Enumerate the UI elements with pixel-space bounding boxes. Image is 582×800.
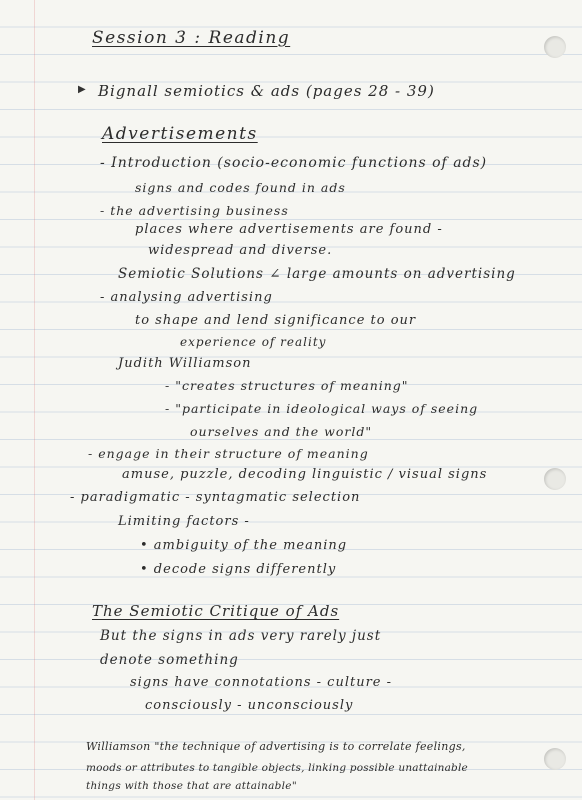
note-line: places where advertisements are found - xyxy=(135,222,443,237)
note-line: signs and codes found in ads xyxy=(135,180,346,195)
note-line: - Introduction (socio-economic functions of ads) xyxy=(100,155,488,171)
note-line: Semiotic Solutions ∠ large amounts on advertising xyxy=(118,266,516,282)
note-line: - "creates structures of meaning" xyxy=(165,378,409,393)
note-line: experience of reality xyxy=(180,335,327,349)
note-line: things with those that are attainable" xyxy=(86,780,297,792)
note-line: • ambiguity of the meaning xyxy=(140,538,348,553)
note-line: signs have connotations - culture - xyxy=(130,675,393,690)
reading-reference: Bignall semiotics & ads (pages 28 - 39) xyxy=(98,82,435,100)
note-line: widespread and diverse. xyxy=(148,243,333,258)
note-line: But the signs in ads very rarely just xyxy=(100,628,382,644)
note-line: consciously - unconsciously xyxy=(145,698,354,713)
note-line: denote something xyxy=(100,652,239,668)
note-line: - paradigmatic - syntagmatic selection xyxy=(70,490,361,505)
note-line: - analysing advertising xyxy=(100,290,273,305)
note-line: ourselves and the world" xyxy=(190,424,373,439)
note-line: amuse, puzzle, decoding linguistic / visual signs xyxy=(122,467,488,482)
punch-hole xyxy=(544,468,566,490)
bullet-arrow-icon: ▶ xyxy=(78,84,86,95)
punch-hole xyxy=(544,36,566,58)
note-line: Williamson "the technique of advertising is to correlate feelings, xyxy=(86,740,466,753)
punch-hole xyxy=(544,748,566,770)
note-line: - engage in their structure of meaning xyxy=(88,446,369,461)
heading-advertisements: Advertisements xyxy=(102,124,258,144)
heading-semiotic-critique: The Semiotic Critique of Ads xyxy=(92,602,340,620)
note-line: Judith Williamson xyxy=(118,356,252,371)
note-line: to shape and lend significance to our xyxy=(135,313,417,328)
note-line: - the advertising business xyxy=(100,203,289,218)
note-line: • decode signs differently xyxy=(140,562,337,577)
note-line: - "participate in ideological ways of seeing xyxy=(165,401,479,416)
note-line: moods or attributes to tangible objects, linking possible unattainable xyxy=(86,762,468,774)
note-line: Limiting factors - xyxy=(118,514,250,529)
page-title: Session 3 : Reading xyxy=(92,28,291,48)
